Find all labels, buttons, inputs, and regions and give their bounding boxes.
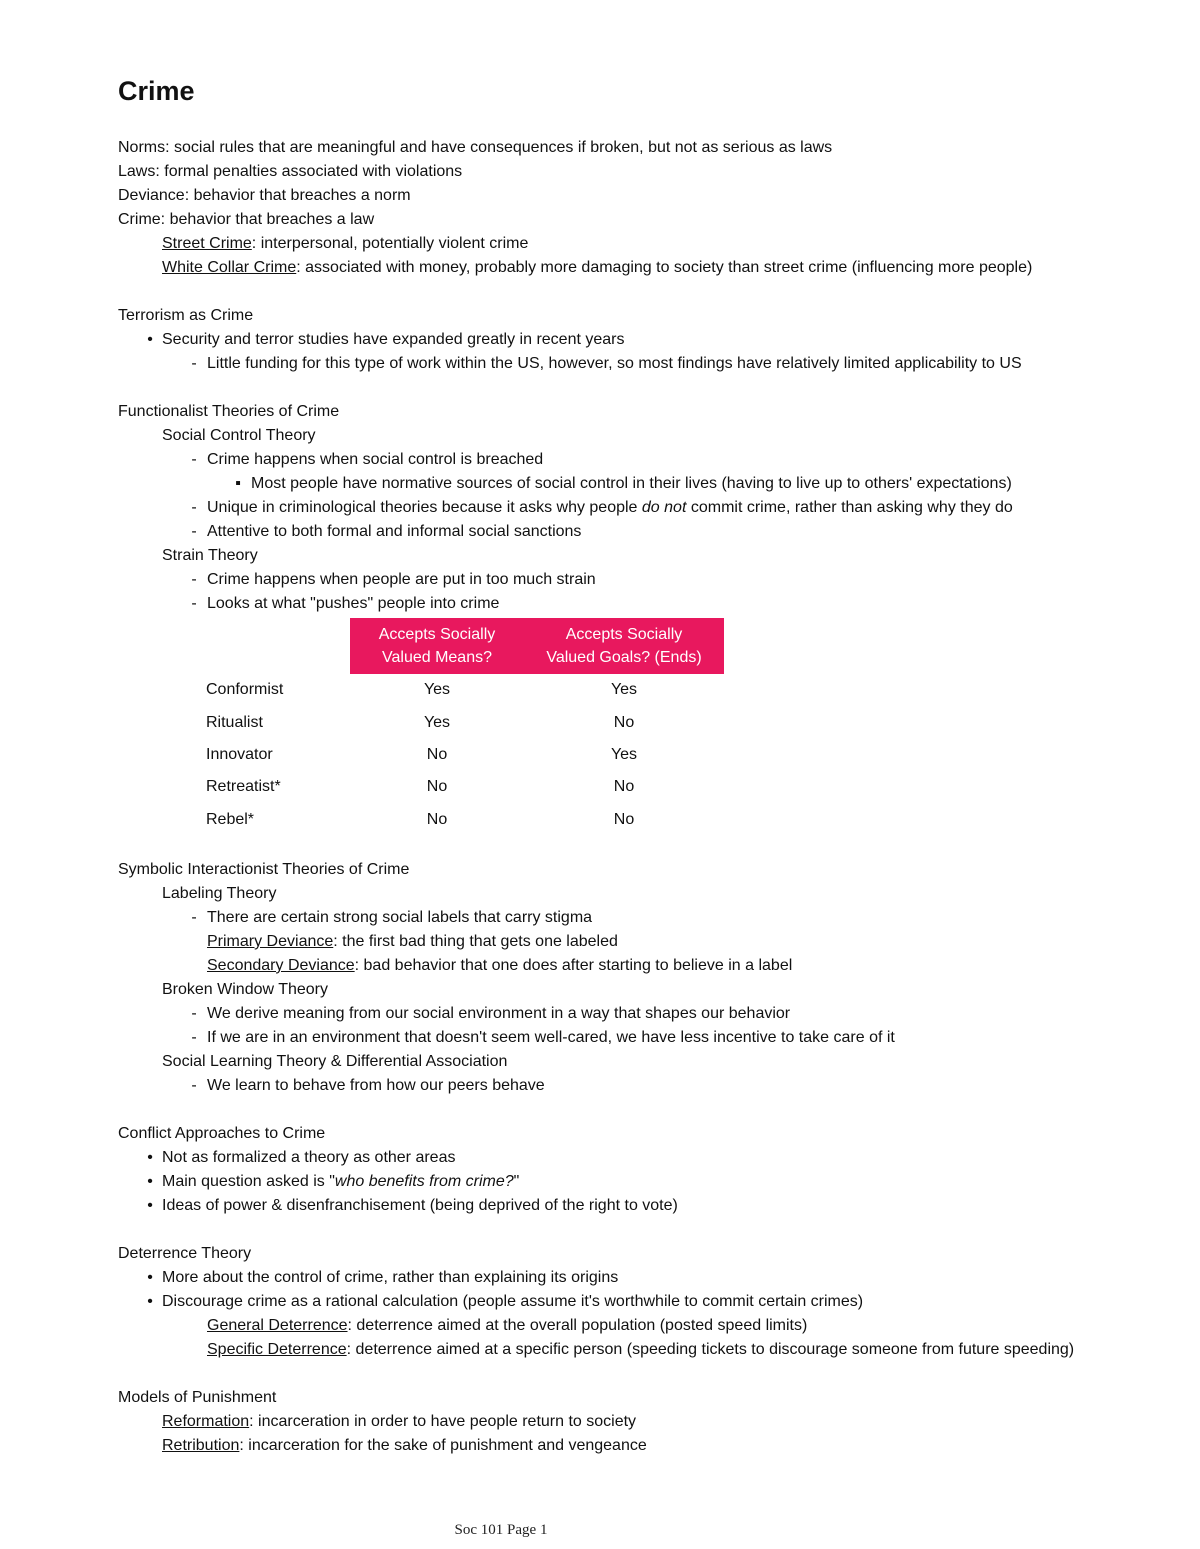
emphasis: who benefits from crime? (334, 1172, 514, 1190)
dash-icon (184, 592, 204, 616)
definition-text: interpersonal, potentially violent crime (260, 235, 529, 252)
cell-means: No (426, 778, 448, 796)
list-item (118, 906, 1188, 930)
list-item (118, 520, 1188, 544)
definition-text: bad behavior that one does after starting to believe in a label (363, 956, 793, 974)
definition-secondary-deviance: Secondary Deviance: bad behavior that one does after starting to believe in a label (207, 956, 793, 974)
dash-icon (184, 1074, 204, 1098)
list-item-text: We derive meaning from our social environment in a way that shapes our behavior (207, 1004, 791, 1022)
term: Reformation (162, 1412, 250, 1430)
cell-goals: Yes (610, 745, 638, 763)
definition-text: associated with money, probably more damaging to society than street crime (influencing more people) (305, 259, 1033, 276)
row-label: Conformist (206, 681, 284, 699)
row-label: Ritualist (206, 713, 263, 731)
list-item-text: Not as formalized a theory as other areas (162, 1148, 456, 1166)
list-item-text: Most people have normative sources of social control in their lives (having to live up to others' expectations) (251, 475, 1012, 492)
square-bullet-icon (228, 472, 248, 496)
definition-text: incarceration in order to have people return to society (258, 1412, 637, 1430)
subheading-broken-window: Broken Window Theory (162, 980, 328, 998)
subheading-labeling: Labeling Theory (162, 884, 277, 902)
term: Street Crime (162, 235, 252, 252)
table-row (184, 771, 724, 803)
bullet-icon (140, 328, 160, 352)
crime-type-street: Street Crime: interpersonal, potentially violent crime (162, 235, 529, 252)
dash-icon (184, 520, 204, 544)
list-item-text: If we are in an environment that doesn't seem well-cared, we have less incentive to take care of it (207, 1028, 895, 1046)
column-header-goals: Accepts Socially Valued Goals? (Ends) (524, 618, 724, 674)
subheading-social-control: Social Control Theory (162, 427, 316, 444)
definition-text: behavior that breaches a law (169, 211, 375, 228)
list-item (118, 1146, 1188, 1170)
definition-text: deterrence aimed at the overall population (posted speed limits) (356, 1316, 808, 1334)
definition-text: the first bad thing that gets one labeled (342, 932, 618, 950)
list-item (118, 1290, 1188, 1314)
row-label: Innovator (206, 745, 273, 763)
list-item (118, 1074, 1188, 1098)
bullet-icon (140, 1194, 160, 1218)
column-header-means: Accepts Socially Valued Means? (350, 618, 524, 674)
cell-goals: No (613, 810, 635, 828)
cell-means: No (426, 810, 448, 828)
list-item (118, 1002, 1188, 1026)
list-item (118, 328, 1188, 352)
table-row (184, 706, 724, 738)
list-item-text: We learn to behave from how our peers behave (207, 1076, 545, 1094)
page-title: Crime (118, 76, 195, 106)
list-item (118, 568, 1188, 592)
definition-text: social rules that are meaningful and have consequences if broken, but not as serious as laws (174, 139, 833, 156)
cell-goals: Yes (610, 681, 638, 699)
row-label: Retreatist* (206, 778, 281, 796)
definition-reformation: Reformation: incarceration in order to have people return to society (162, 1412, 637, 1430)
definition-general-deterrence: General Deterrence: deterrence aimed at the overall population (posted speed limits) (207, 1316, 808, 1334)
dash-icon (184, 448, 204, 472)
term: Norms (118, 139, 166, 156)
strain-theory-table (184, 618, 724, 836)
list-item (118, 352, 1188, 376)
bullet-icon (140, 1146, 160, 1170)
term: Retribution (162, 1436, 240, 1454)
definition-norms: Norms: social rules that are meaningful and have consequences if broken, but not as serious as laws (118, 139, 833, 156)
section-heading-terrorism: Terrorism as Crime (118, 307, 254, 324)
term: Primary Deviance (207, 932, 334, 950)
list-item (118, 1266, 1188, 1290)
list-item-text: Ideas of power & disenfranchisement (being deprived of the right to vote) (162, 1196, 678, 1214)
list-item-text: Security and terror studies have expanded greatly in recent years (162, 331, 625, 348)
definition-deviance: Deviance: behavior that breaches a norm (118, 187, 411, 204)
list-item: - Unique in criminological theories because it asks why people do not commit crime, rather than asking why they do (118, 496, 1188, 520)
definition-retribution: Retribution: incarceration for the sake of punishment and vengeance (162, 1436, 647, 1454)
dash-icon (184, 352, 204, 376)
table-row (184, 804, 724, 836)
crime-type-white-collar: White Collar Crime: associated with money, probably more damaging to society than street crime (influencing more people) (162, 259, 1033, 276)
list-item-text: Little funding for this type of work within the US, however, so most findings have relatively limited applicability to US (207, 355, 1022, 372)
list-item: • Main question asked is "who benefits from crime?" (118, 1170, 1188, 1194)
emphasis: do not (641, 499, 687, 516)
list-item-text: Looks at what "pushes" people into crime (207, 595, 500, 612)
table-corner-cell (184, 618, 350, 674)
list-item-text: Crime happens when people are put in too much strain (207, 571, 596, 588)
dash-icon (184, 1002, 204, 1026)
definition-text: deterrence aimed at a specific person (speeding tickets to discourage someone from future speeding) (355, 1340, 1075, 1358)
dash-icon (184, 496, 204, 520)
term: Specific Deterrence (207, 1340, 347, 1358)
page-footer: Soc 101 Page 1 (454, 1522, 548, 1538)
list-item (118, 1194, 1188, 1218)
cell-means: Yes (423, 713, 451, 731)
list-item-text: Crime happens when social control is breached (207, 451, 544, 468)
list-item-text: More about the control of crime, rather than explaining its origins (162, 1268, 619, 1286)
dash-icon (184, 1026, 204, 1050)
section-heading-symbolic: Symbolic Interactionist Theories of Crime (118, 860, 410, 878)
section-heading-conflict: Conflict Approaches to Crime (118, 1124, 326, 1142)
term: White Collar Crime (162, 259, 297, 276)
section-heading-deterrence: Deterrence Theory (118, 1244, 252, 1262)
list-item (118, 448, 1188, 472)
dash-icon (184, 906, 204, 930)
table-row (184, 739, 724, 771)
term: Laws (118, 163, 156, 180)
bullet-icon (140, 1266, 160, 1290)
subheading-social-learning: Social Learning Theory & Differential Association (162, 1052, 508, 1070)
section-heading-functionalist: Functionalist Theories of Crime (118, 403, 340, 420)
bullet-icon (140, 1290, 160, 1314)
definition-laws: Laws: formal penalties associated with violations (118, 163, 463, 180)
term: General Deterrence (207, 1316, 348, 1334)
cell-goals: No (613, 713, 635, 731)
definition-text: formal penalties associated with violations (164, 163, 463, 180)
table-row (184, 674, 724, 706)
list-item (118, 472, 1188, 496)
cell-means: No (426, 745, 448, 763)
section-heading-punishment: Models of Punishment (118, 1388, 277, 1406)
term: Crime (118, 211, 161, 228)
definition-specific-deterrence: Specific Deterrence: deterrence aimed at a specific person (speeding tickets to discourage someone from future speeding) (207, 1340, 1075, 1358)
subheading-strain: Strain Theory (162, 547, 258, 564)
list-item (118, 592, 1188, 616)
document-page (118, 72, 1188, 1458)
cell-means: Yes (423, 681, 451, 699)
dash-icon (184, 568, 204, 592)
cell-goals: No (613, 778, 635, 796)
definition-text: incarceration for the sake of punishment and vengeance (248, 1436, 647, 1454)
row-label: Rebel* (206, 810, 255, 828)
table-header-row (184, 618, 724, 674)
list-item-text: Attentive to both formal and informal social sanctions (207, 523, 582, 540)
term: Secondary Deviance (207, 956, 355, 974)
bullet-icon (140, 1170, 160, 1194)
definition-text: behavior that breaches a norm (193, 187, 411, 204)
list-item-text: There are certain strong social labels that carry stigma (207, 908, 593, 926)
definition-crime: Crime: behavior that breaches a law (118, 211, 375, 228)
list-item-text: Discourage crime as a rational calculation (people assume it's worthwhile to commit certain crimes) (162, 1292, 864, 1310)
list-item (118, 1026, 1188, 1050)
definition-primary-deviance: Primary Deviance: the first bad thing that gets one labeled (207, 932, 618, 950)
term: Deviance (118, 187, 185, 204)
